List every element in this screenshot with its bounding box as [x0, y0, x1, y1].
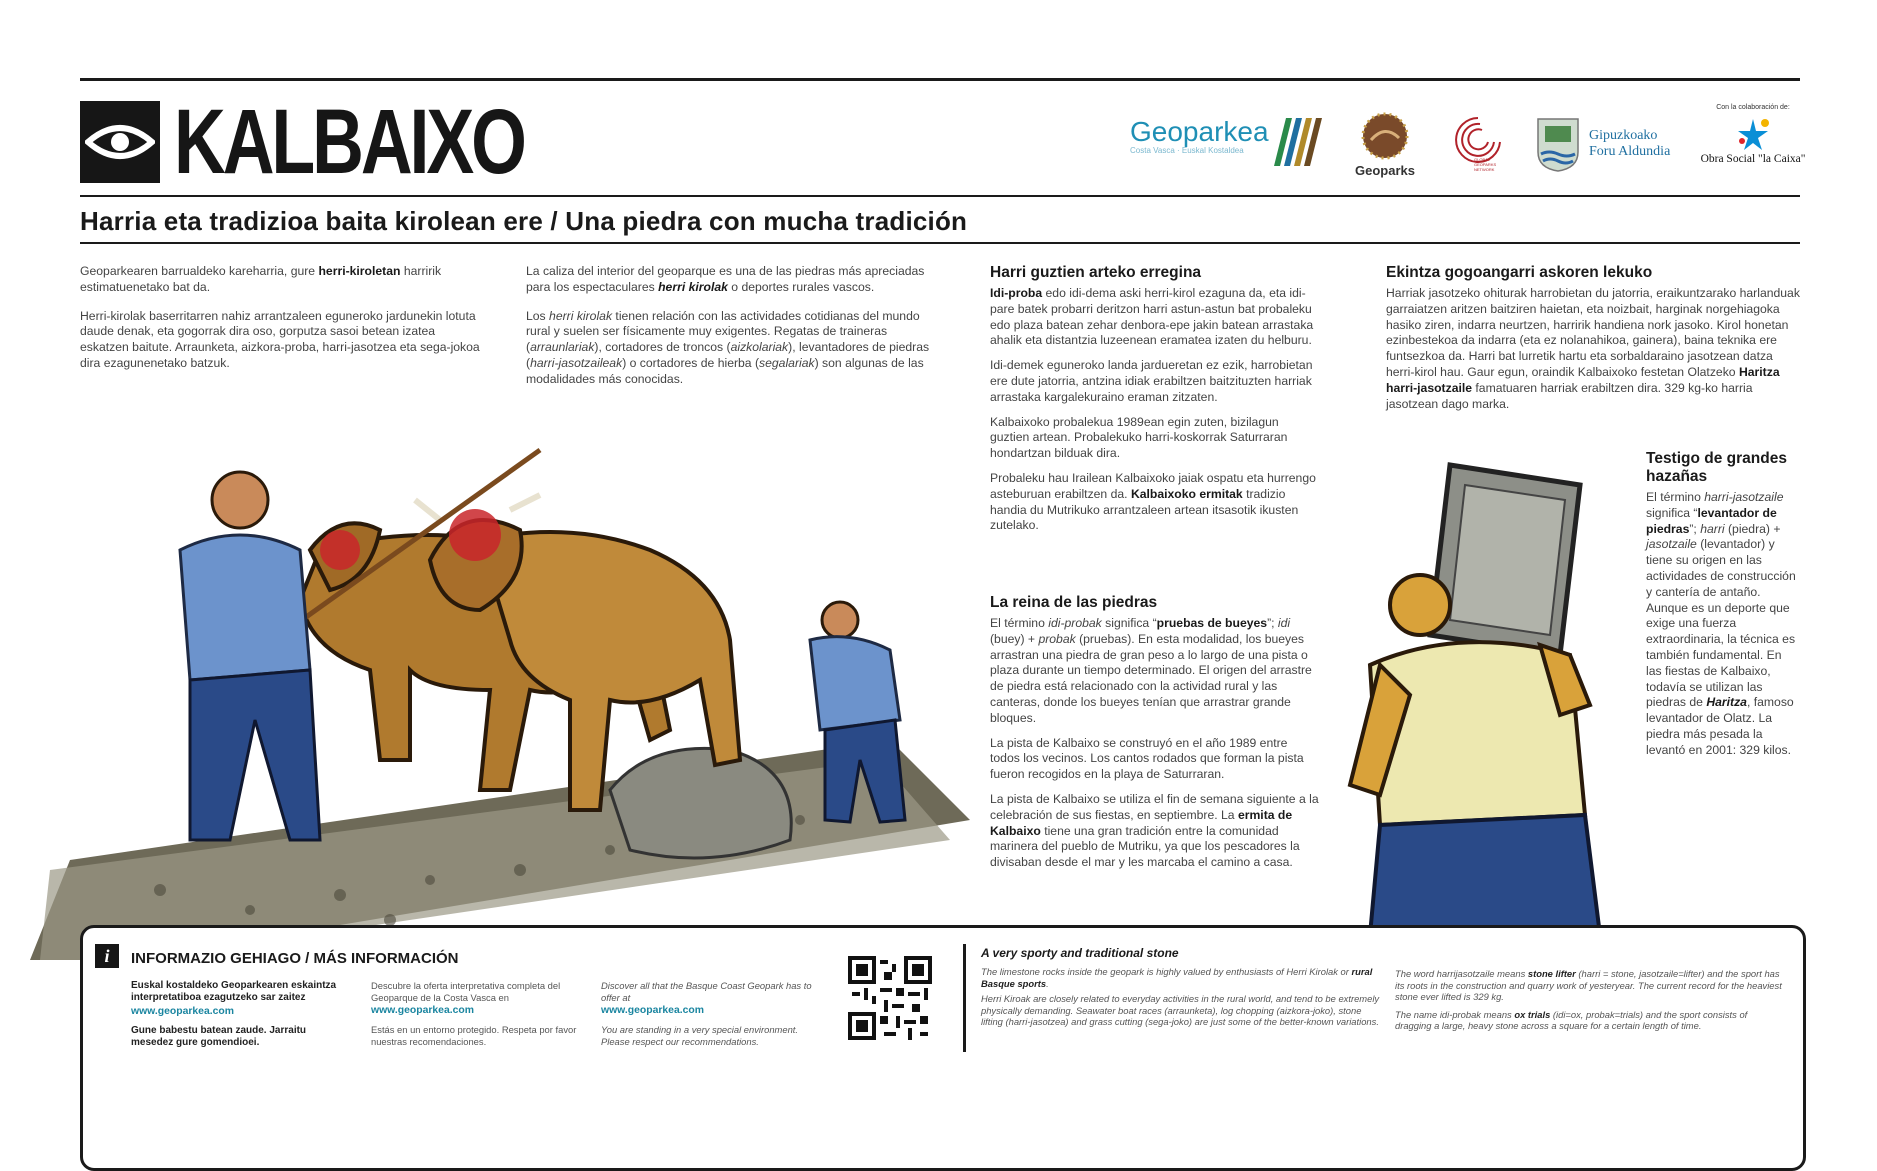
la-caixa-logo: Con la colaboración de: Obra Social "la Caixa" — [1700, 104, 1806, 165]
section-heading: Harri guztien arteko erregina — [990, 264, 1202, 281]
ox-trials-basque: Harri guztien arteko erregina Idi-proba edo idi-dema aski herri-kirol ezaguna da, eta idi-pare batek probarri deritzon harri astun-astun bat probaleku edo plaza batean zehar denbora-epe jakin batean arrastaka ahalik eta distantzia luzeenean eramatea izaten du helburu. Idi-demek eguneroko landa jardueretan ez ezik, harrobietan ere dute jatorria, antzina idiak erabiltzen baitzituzten harriak arrastaka kargalekuraino eraman zitzaten. Kalbaixoko probalekua 1989ean egin zuten, bizilagun guztien artean. Probalekuko harri-koskorrak Saturraran hondartzan bilduak dira. Probaleku hau Irailean Kalbaixoko jaiak ospatu eta hurrengo asteburuan erabiltzen da. Kalbaixoko ermitak tradizio handia du Mutrikuko arrantzaleen artean itsasotik ikusten zutelako. — [990, 264, 1320, 543]
info-title: INFORMAZIO GEHIAGO / MÁS INFORMACIÓN — [131, 950, 459, 967]
sponsor-logos — [1130, 104, 1806, 184]
stone-lifter-illustration — [1340, 455, 1640, 935]
info-english: Discover all that the Basque Coast Geopark has to offer at www.geoparkea.com You are standing in a very special environment. Please respect our recommendations. — [601, 980, 821, 1047]
section-heading: La reina de las piedras — [990, 594, 1158, 611]
ggn-logo: GLOBAL GEOPARKS NETWORK — [1448, 114, 1510, 172]
top-rule — [80, 78, 1800, 81]
site-title: KALBAIXO — [174, 91, 524, 193]
geoparkea-mark-icon — [1272, 118, 1322, 166]
more-info-panel — [80, 925, 1806, 1171]
eye-icon — [80, 101, 160, 183]
gipuzkoa-logo: Gipuzkoako Foru Aldundia — [1535, 116, 1670, 172]
qr-code[interactable] — [848, 956, 932, 1040]
info-spanish: Descubre la oferta interpretativa completa del Geoparque de la Costa Vasca en www.geoparkea.com Estás en un entorno protegido. Respeta por favor nuestras recomendaciones. — [371, 980, 581, 1047]
brand — [80, 91, 622, 193]
geoparkea-logo: Geoparkea Costa Vasca · Euskal Kostaldea — [1130, 116, 1269, 155]
geoparkea-link-es[interactable]: www.geoparkea.com — [371, 1005, 474, 1017]
english-summary-2: The word harrijasotzaile means stone lifter (harri = stone, jasotzaile=lifter) and the sport has its roots in the construction and quarry work of yesteryear. The current record for the heaviest stone ever lifted is 329 kg. The name idi-probak means ox trials (idi=ox, probak=trials) and the sport consists of dragging a large, heavy stone across a square for a certain length of time. — [1395, 968, 1782, 1032]
intro-basque: Geoparkearen barrualdeko kareharria, gure herri-kiroletan harririk estimatuenetako bat da. Herri-kirolak baserritarren nahiz arrantzaleen eguneroko jardunekin lotuta daude denak, eta gogorrak dira oso, gorputza sasoi betean izatea eskatzen baitute. Arraunketa, aizkora-proba, harri-jasotzea eta sega-jokoa dira ezagunenetako batzuk. — [80, 264, 480, 370]
header-divider — [80, 195, 1800, 197]
info-basque: Euskal kostaldeko Geoparkearen eskaintza interpretatiboa ezagutzeko sar zaitez www.geoparkea.com Gune babestu batean zaude. Jarraitu mesedez gure gomendioei. — [131, 980, 351, 1049]
intro-spanish: La caliza del interior del geoparque es una de las piedras más apreciadas para los espectaculares herri kirolak o deportes rurales vascos. Los herri kirolak tienen relación con las actividades cotidianas del mundo rural y suelen ser físicamente muy exigentes. Regatas de traineras (arraunlariak), cortadores de troncos (aizkolariak), levantadores de piedras (harri-jasotzaileak) o cortadores de hierba (segalariak) son algunas de las modalidades más conocidas. — [526, 264, 930, 386]
page-subtitle: Harria eta tradizioa baita kirolean ere / Una piedra con mucha tradición — [80, 206, 968, 236]
geoparkea-link-en[interactable]: www.geoparkea.com — [601, 1005, 704, 1017]
ox-trials-spanish: La reina de las piedras El término idi-probak significa “pruebas de bueyes”; idi (buey) + probak (pruebas). En esta modalidad, los bueyes arrastran una piedra de gran peso a lo largo de una pista o plaza durante un tiempo determinado. El origen del arrastre de piedra está relacionado con la actividad rural y las canteras, donde los bueyes tenían que arrastrar grande bloques. La pista de Kalbaixo se construyó en el año 1989 entre todos los vecinos. Los cantos rodados que forman la pista fueron recogidos en la playa de Saturraran. La pista de Kalbaixo se utiliza el fin de semana siguiente a la celebración de sus fiestas, en septiembre. La ermita de Kalbaixo tiene una gran tradición entre la comunidad marinera del pueblo de Mutriku, ya que los pescadores la divisaban desde el mar y les marcaba el camino a casa. — [990, 594, 1319, 870]
subtitle-divider — [80, 242, 1800, 244]
geoparks-logo: Geoparks — [1350, 110, 1420, 178]
english-summary: A very sporty and traditional stone The limestone rocks inside the geopark is highly valued by enthusiasts of Herri Kirolak or rural Basque sports. Herri Kiroak are closely related to everyday activities in the rural world, and tend to be extremely physically demanding. Seawater boat races (arraunketa), log chopping (aizkora-joko), stone lifting (harri-jasotzea) and grass cutting (sega-joko) are just some of the better-known variations. — [981, 946, 1380, 1028]
stone-lifting-basque: Ekintza gogoangarri askoren lekuko Harriak jasotzeko ohiturak harrobietan du jatorria, eraikuntzarako harlanduak garraiatzen aritzen baitziren haietan, eta noizbait, harginak norgehiagoka hasiko ziren, indarra neurtzen, harririk handiena nork jasoko. Kirol honetan ezinbestekoa da indarra (eta ez nolanahikoa, gainera), baina teknika ere funtsezkoa da. Harri bat lurretik hartu eta sorbaldaraino jasotzean datza herri-kirol hau. Gaur egun, oraindik Kalbaixoko festetan Olatzeko Haritza harri-jasotzaile famatuaren harriak erabiltzen dira. 329 kg-ko harria jasotzean dago marka. — [1386, 264, 1800, 411]
section-heading: Testigo de grandes hazañas — [1646, 450, 1787, 485]
geoparkea-link[interactable]: www.geoparkea.com — [131, 1006, 234, 1017]
section-heading: Ekintza gogoangarri askoren lekuko — [1386, 264, 1653, 281]
info-icon: i — [95, 944, 119, 968]
star-icon — [1728, 115, 1778, 155]
info-divider — [963, 944, 966, 1052]
stone-lifting-spanish: Testigo de grandes hazañas El término harri-jasotzaile significa “levantador de piedras”; harri (piedra) + jasotzaile (levantador) y tiene su origen en las actividades de construcción y cantería de antaño. Aunque es un deporte que exige una fuerza extraordinaria, la técnica es también fundamental. En las fiestas de Kalbaixo, todavía se utilizan las piedras de Haritza, famoso levantador de Olatz. La piedra más pesada la levantó en 2001: 329 kilos. — [1646, 450, 1800, 768]
